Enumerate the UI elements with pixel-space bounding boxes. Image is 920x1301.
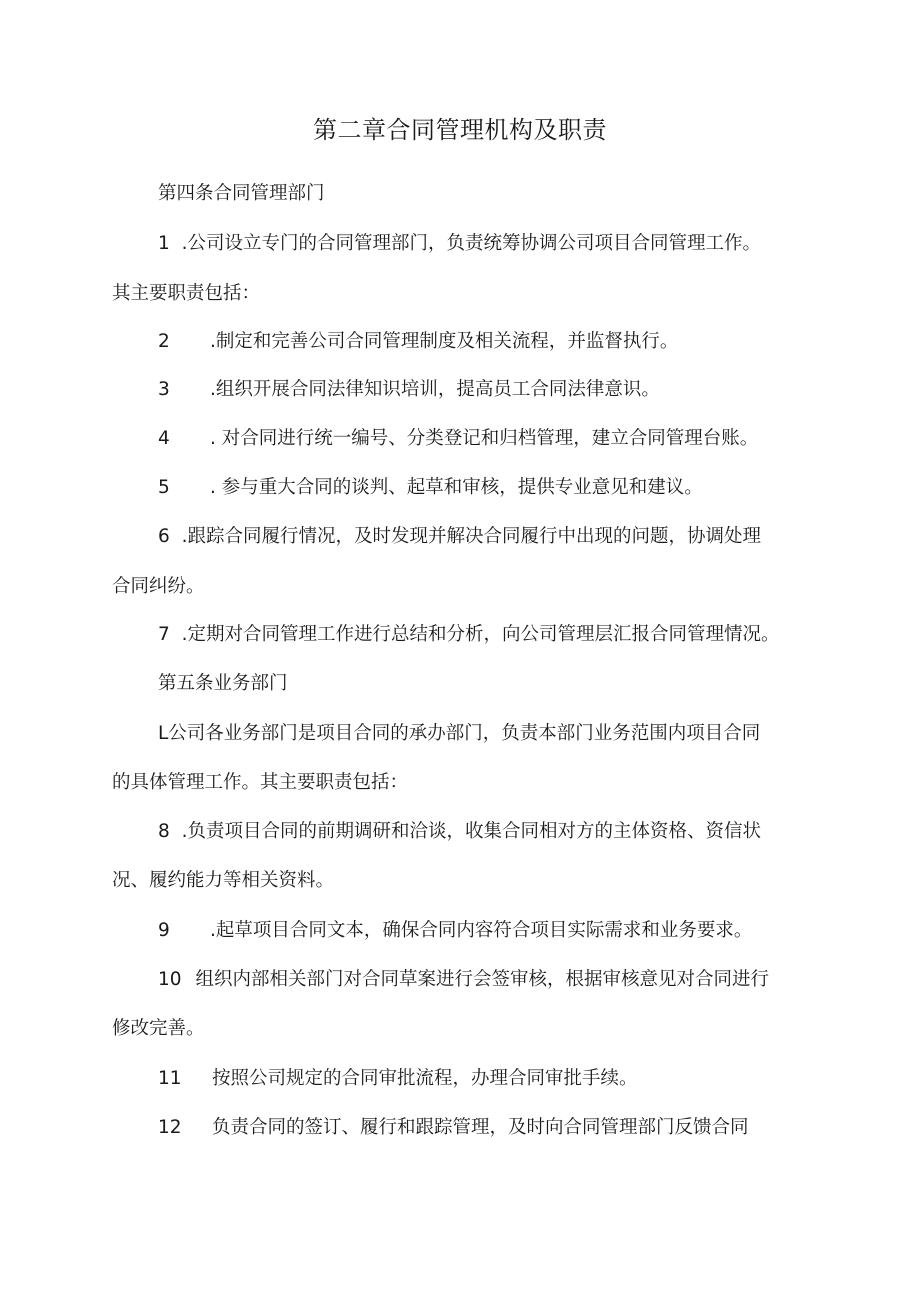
list-item — [158, 966, 769, 994]
list-item-continuation: 合同纠纷。 — [112, 576, 205, 597]
item-number: 10 — [158, 969, 182, 990]
chapter-title: 第二章合同管理机构及职责 — [313, 116, 607, 144]
list-item-continuation: 修改完善。 — [112, 1018, 205, 1039]
item-number: 5 — [158, 477, 170, 498]
list-item — [158, 1065, 638, 1093]
article-5-intro-line-1: L公司各业务部门是项目合同的承办部门，负责本部门业务范围内项目合同 — [158, 723, 761, 744]
list-item — [158, 376, 660, 404]
article-4-intro-line-2: 其主要职责包括： — [112, 283, 261, 304]
item-text: 组织内部相关部门对合同草案进行会签审核，根据审核意见对合同进行 — [195, 969, 769, 990]
article-5-heading: 第五条业务部门 — [158, 673, 288, 694]
item-text: . 对合同进行统一编号、分类登记和归档管理，建立合同管理台账。 — [210, 428, 759, 449]
item-text: .制定和完善公司合同管理制度及相关流程，并监督执行。 — [210, 331, 679, 352]
item-text: .负责项目合同的前期调研和洽谈，收集合同相对方的主体资格、资信状 — [181, 821, 762, 842]
item-number: 11 — [158, 1068, 182, 1089]
item-text: .定期对合同管理工作进行总结和分析，向公司管理层汇报合同管理情况。 — [181, 624, 780, 645]
item-number: 8 — [158, 821, 170, 842]
item-text: .起草项目合同文本，确保合同内容符合项目实际需求和业务要求。 — [210, 920, 753, 941]
list-item — [158, 917, 752, 945]
list-item — [158, 818, 761, 846]
item-text: .跟踪合同履行情况，及时发现并解决合同履行中出现的问题，协调处理 — [181, 526, 762, 547]
item-number: 12 — [158, 1117, 182, 1138]
item-number: 6 — [158, 526, 170, 547]
list-item — [158, 474, 703, 502]
article-4-heading: 第四条合同管理部门 — [158, 183, 325, 204]
article-5-intro-line-2: 的具体管理工作。其主要职责包括： — [112, 772, 409, 793]
item-text: . 参与重大合同的谈判、起草和审核，提供专业意见和建议。 — [210, 477, 703, 498]
list-item — [158, 425, 758, 453]
item-number: 3 — [158, 379, 170, 400]
item-text: 按照公司规定的合同审批流程，办理合同审批手续。 — [212, 1068, 638, 1089]
item-number: 2 — [158, 331, 170, 352]
item-number: 1 — [158, 233, 170, 254]
item-number: 4 — [158, 428, 170, 449]
item-text: 负责合同的签订、履行和跟踪管理，及时向合同管理部门反馈合同 — [212, 1117, 749, 1138]
article-4-intro-line-1 — [158, 230, 761, 258]
list-item — [158, 328, 678, 356]
list-item — [158, 1114, 749, 1142]
item-text: .组织开展合同法律知识培训，提高员工合同法律意识。 — [210, 379, 660, 400]
list-item-continuation: 况、履约能力等相关资料。 — [112, 870, 335, 891]
list-item — [158, 621, 780, 649]
list-item — [158, 523, 761, 551]
item-number: 9 — [158, 920, 170, 941]
item-number: 7 — [158, 624, 170, 645]
item-text: .公司设立专门的合同管理部门，负责统筹协调公司项目合同管理工作。 — [181, 233, 762, 254]
